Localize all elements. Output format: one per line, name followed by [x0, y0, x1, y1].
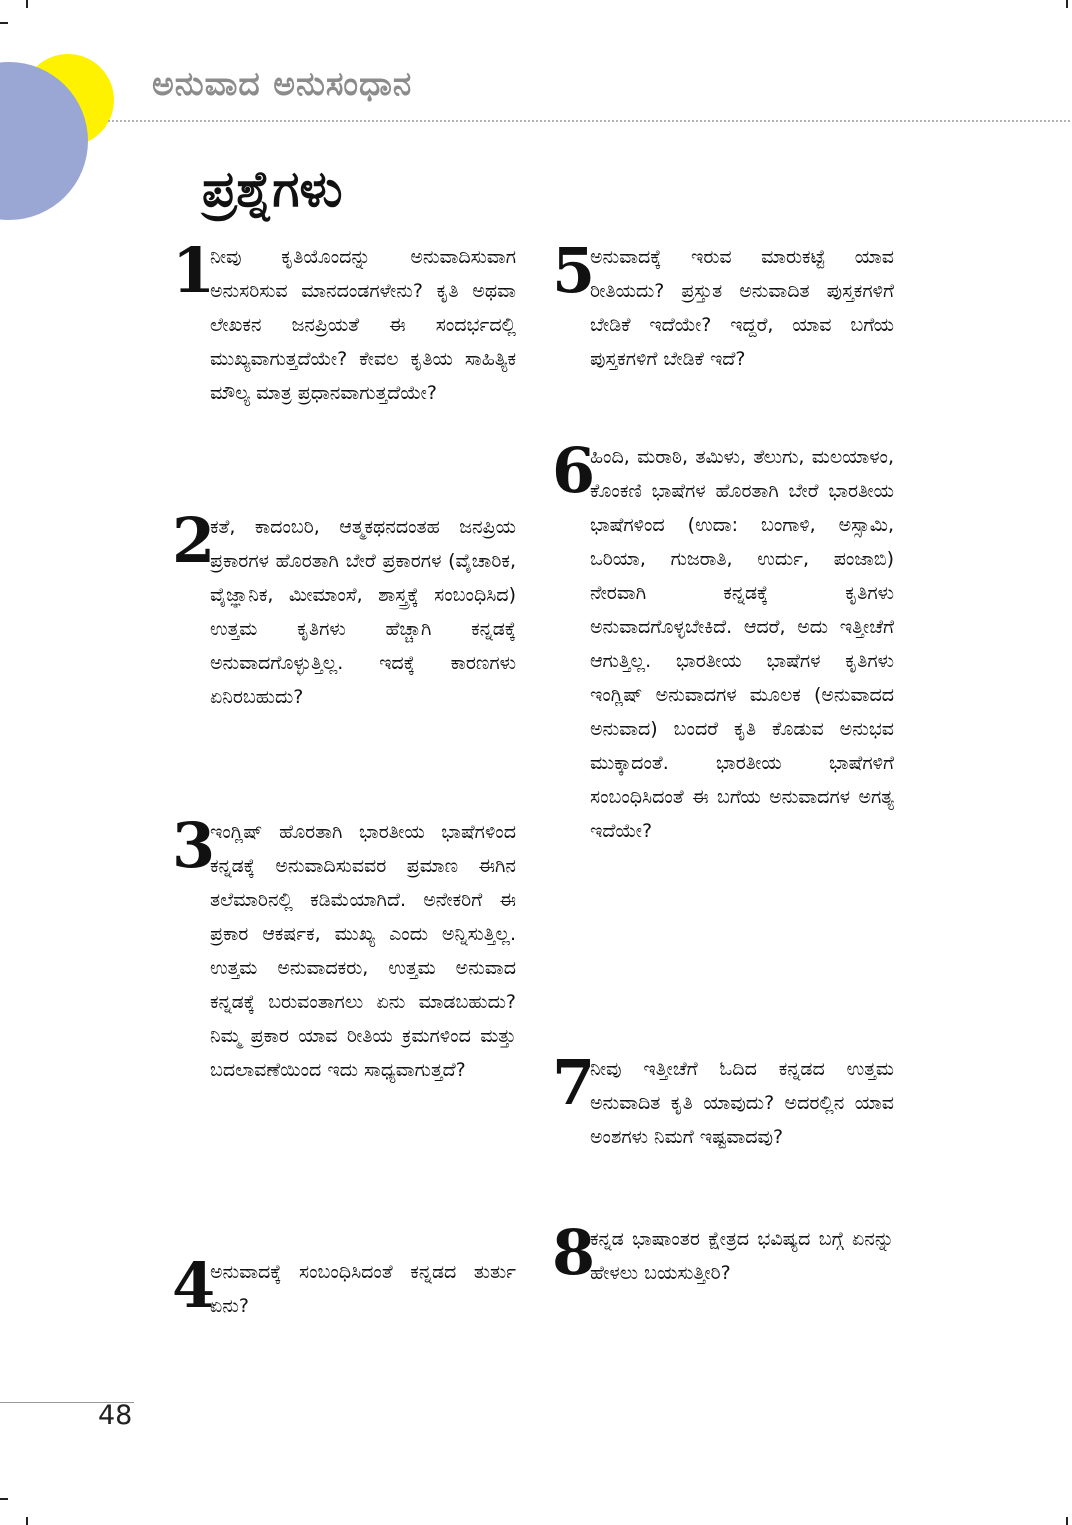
crop-mark	[26, 1517, 28, 1525]
crop-mark	[0, 1498, 8, 1500]
question-number: 1	[172, 234, 216, 307]
question-text: ಅನುವಾದಕ್ಕೆ ಸಂಬಂಧಿಸಿದಂತೆ ಕನ್ನಡದ ತುರ್ತು ಏನು?	[210, 1261, 516, 1317]
question-number: 3	[172, 809, 216, 882]
header-dotted-rule	[108, 120, 1070, 122]
question-number: 4	[172, 1249, 216, 1322]
running-head: ಅನುವಾದ ಅನುಸಂಧಾನ	[152, 64, 413, 103]
crop-mark	[0, 22, 8, 24]
question-text: ಕತೆ, ಕಾದಂಬರಿ, ಆತ್ಮಕಥನದಂತಹ ಜನಪ್ರಿಯ ಪ್ರಕಾರಗಳ ಹೊರತಾಗಿ ಬೇರೆ ಪ್ರಕಾರಗಳ (ವೈಚಾರಿಕ, ವೈಜ್ಞಾನಿಕ, ಮೀಮಾಂಸೆ, ಶಾಸ್ತ್ರಕ್ಕೆ ಸಂಬಂಧಿಸಿದ) ಉತ್ತಮ ಕೃತಿಗಳು ಹೆಚ್ಚಾಗಿ ಕನ್ನಡಕ್ಕೆ ಅನುವಾದಗೊಳ್ಳುತ್ತಿಲ್ಲ. ಇದಕ್ಕೆ ಕಾರಣಗಳು ಏನಿರಬಹುದು?	[210, 516, 516, 708]
page-number: 48	[98, 1400, 133, 1431]
question-text: ಅನುವಾದಕ್ಕೆ ಇರುವ ಮಾರುಕಟ್ಟೆ ಯಾವ ರೀತಿಯದು? ಪ್ರಸ್ತುತ ಅನುವಾದಿತ ಪುಸ್ತಕಗಳಿಗೆ ಬೇಡಿಕೆ ಇದೆಯೇ? ಇದ್ದರೆ, ಯಾವ ಬಗೆಯ ಪುಸ್ತಕಗಳಿಗೆ ಬೇಡಿಕೆ ಇದೆ?	[590, 246, 894, 370]
crop-mark	[26, 0, 28, 8]
question-number: 2	[172, 504, 216, 577]
question-number: 8	[552, 1216, 596, 1289]
question-number: 6	[552, 434, 596, 507]
question-text: ಇಂಗ್ಲಿಷ್ ಹೊರತಾಗಿ ಭಾರತೀಯ ಭಾಷೆಗಳಿಂದ ಕನ್ನಡಕ್ಕೆ ಅನುವಾದಿಸುವವರ ಪ್ರಮಾಣ ಈಗಿನ ತಲೆಮಾರಿನಲ್ಲಿ ಕಡಿಮೆಯಾಗಿದೆ. ಅನೇಕರಿಗೆ ಈ ಪ್ರಕಾರ ಆಕರ್ಷಕ, ಮುಖ್ಯ ಎಂದು ಅನ್ನಿಸುತ್ತಿಲ್ಲ. ಉತ್ತಮ ಅನುವಾದಕರು, ಉತ್ತಮ ಅನುವಾದ ಕನ್ನಡಕ್ಕೆ ಬರುವಂತಾಗಲು ಏನು ಮಾಡಬಹುದು? ನಿಮ್ಮ ಪ್ರಕಾರ ಯಾವ ರೀತಿಯ ಕ್ರಮಗಳಿಂದ ಮತ್ತು ಬದಲಾವಣೆಯಿಂದ ಇದು ಸಾಧ್ಯವಾಗುತ್ತದೆ?	[210, 821, 516, 1081]
question-text: ಹಿಂದಿ, ಮರಾಠಿ, ತಮಿಳು, ತೆಲುಗು, ಮಲಯಾಳಂ, ಕೊಂಕಣಿ ಭಾಷೆಗಳ ಹೊರತಾಗಿ ಬೇರೆ ಭಾರತೀಯ ಭಾಷೆಗಳಿಂದ (ಉದಾ: ಬಂಗಾಳಿ, ಅಸ್ಸಾಮಿ, ಒರಿಯಾ, ಗುಜರಾತಿ, ಉರ್ದು, ಪಂಜಾಬಿ) ನೇರವಾಗಿ ಕನ್ನಡಕ್ಕೆ ಕೃತಿಗಳು ಅನುವಾದಗೊಳ್ಳಬೇಕಿದೆ. ಆದರೆ, ಅದು ಇತ್ತೀಚೆಗೆ ಆಗುತ್ತಿಲ್ಲ. ಭಾರತೀಯ ಭಾಷೆಗಳ ಕೃತಿಗಳು ಇಂಗ್ಲಿಷ್ ಅನುವಾದಗಳ ಮೂಲಕ (ಅನುವಾದದ ಅನುವಾದ) ಬಂದರೆ ಕೃತಿ ಕೊಡುವ ಅನುಭವ ಮುಕ್ಕಾದಂತೆ. ಭಾರತೀಯ ಭಾಷೆಗಳಿಗೆ ಸಂಬಂಧಿಸಿದಂತೆ ಈ ಬಗೆಯ ಅನುವಾದಗಳ ಅಗತ್ಯ ಇದೆಯೇ?	[590, 446, 894, 842]
crop-mark	[1066, 0, 1068, 8]
question-text: ನೀವು ಇತ್ತೀಚೆಗೆ ಓದಿದ ಕನ್ನಡದ ಉತ್ತಮ ಅನುವಾದಿತ ಕೃತಿ ಯಾವುದು? ಅದರಲ್ಲಿನ ಯಾವ ಅಂಶಗಳು ನಿಮಗೆ ಇಷ್ಟವಾದವು?	[590, 1058, 894, 1148]
question-number: 7	[552, 1046, 596, 1119]
page-title: ಪ್ರಶ್ನೆಗಳು	[202, 160, 343, 218]
question-number: 5	[552, 234, 596, 307]
crop-mark	[1066, 1517, 1068, 1525]
question-text: ನೀವು ಕೃತಿಯೊಂದನ್ನು ಅನುವಾದಿಸುವಾಗ ಅನುಸರಿಸುವ ಮಾನದಂಡಗಳೇನು? ಕೃತಿ ಅಥವಾ ಲೇಖಕನ ಜನಪ್ರಿಯತೆ ಈ ಸಂದರ್ಭದಲ್ಲಿ ಮುಖ್ಯವಾಗುತ್ತದೆಯೇ? ಕೇವಲ ಕೃತಿಯ ಸಾಹಿತ್ಯಿಕ ಮೌಲ್ಯ ಮಾತ್ರ ಪ್ರಧಾನವಾಗುತ್ತದೆಯೇ?	[210, 246, 516, 404]
question-text: ಕನ್ನಡ ಭಾಷಾಂತರ ಕ್ಷೇತ್ರದ ಭವಿಷ್ಯದ ಬಗ್ಗೆ ಏನನ್ನು ಹೇಳಲು ಬಯಸುತ್ತೀರಿ?	[590, 1228, 894, 1284]
